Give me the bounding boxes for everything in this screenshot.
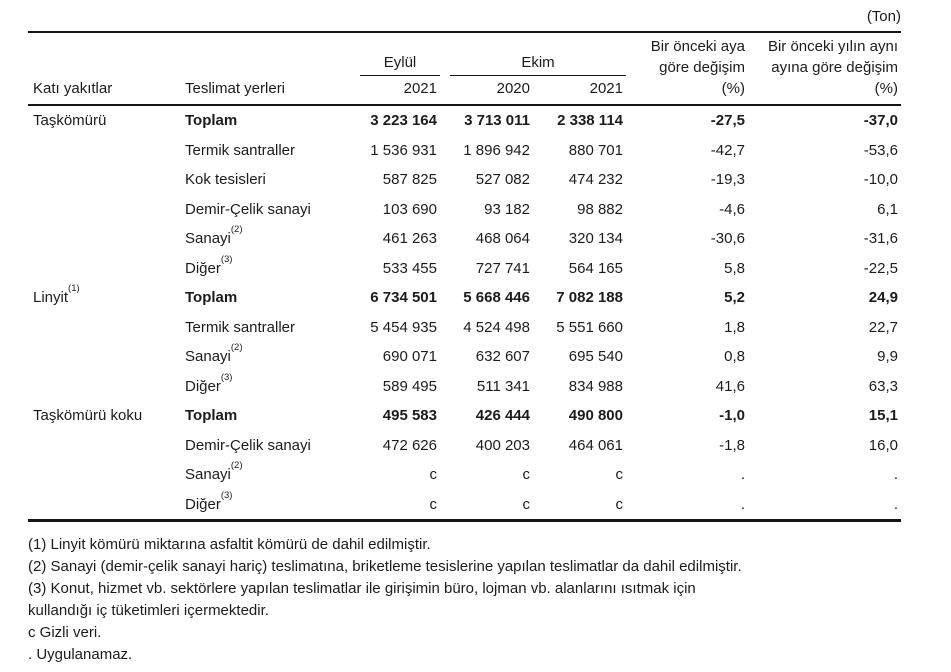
- table-row: [28, 283, 901, 313]
- place-cell: [180, 490, 340, 521]
- column-header-change-prev-year: [748, 32, 901, 105]
- value-eylul-2021: c: [429, 495, 437, 513]
- value-change-prev-month: 1,8: [724, 318, 745, 336]
- value-ekim-2020: 400 203: [475, 436, 530, 454]
- value-ekim-2021: 98 882: [577, 200, 623, 218]
- value-change-prev-year: 9,9: [877, 348, 898, 366]
- value-ekim-2021: 834 988: [568, 377, 623, 395]
- value-change-prev-month: -4,6: [719, 200, 745, 218]
- value-eylul-2021: 103 690: [382, 200, 437, 218]
- change-prev-month-line1: Bir önceki aya: [650, 38, 745, 55]
- column-header-fuel: Katı yakıtlar: [28, 32, 180, 105]
- value-ekim-2020: 426 444: [475, 407, 530, 425]
- table-row: [28, 460, 901, 490]
- table-row: [28, 401, 901, 431]
- table-body: [28, 105, 901, 521]
- value-ekim-2020: 632 607: [475, 348, 530, 366]
- table-header: [28, 32, 901, 105]
- fuel-cell: [28, 342, 180, 372]
- month-header-eylul: [340, 32, 440, 105]
- place-name: Sanayi: [185, 348, 231, 366]
- fuel-name: Linyit: [33, 289, 69, 307]
- place-cell: [180, 401, 340, 431]
- value-ekim-2021: 490 800: [568, 407, 623, 425]
- place-cell: [180, 136, 340, 166]
- fuel-cell: [28, 165, 180, 195]
- value-eylul-2021: 5 454 935: [370, 318, 437, 336]
- value-change-prev-year: .: [893, 466, 898, 484]
- place-footnote-ref: (2): [230, 460, 243, 472]
- place-name: Toplam: [185, 407, 238, 425]
- footnote-line: c Gizli veri.: [28, 624, 102, 641]
- place-name: Demir-Çelik sanayi: [185, 436, 311, 454]
- place-cell: [180, 342, 340, 372]
- value-ekim-2021: c: [615, 466, 623, 484]
- table-row: [28, 224, 901, 254]
- value-ekim-2021: 320 134: [568, 230, 623, 248]
- place-name: Diğer: [185, 377, 221, 395]
- footnote-line: (1) Linyit kömürü miktarına asfaltit kömürü de dahil edilmiştir.: [28, 536, 431, 553]
- footnote-line: kullandığı iç tüketimleri içermektedir.: [28, 602, 269, 619]
- value-change-prev-month: -30,6: [710, 230, 745, 248]
- footnote-line: (2) Sanayi (demir-çelik sanayi hariç) teslimatına, briketleme tesislerine yapılan teslimatlar da dahil edilmiştir.: [28, 558, 742, 575]
- value-ekim-2020: 511 341: [476, 377, 530, 395]
- value-change-prev-year: -37,0: [863, 112, 898, 130]
- place-footnote-ref: (2): [230, 224, 243, 236]
- value-change-prev-year: -22,5: [863, 259, 898, 277]
- solid-fuels-table: [28, 31, 901, 522]
- value-eylul-2021: 533 455: [382, 259, 437, 277]
- place-cell: [180, 105, 340, 136]
- ekim-year-2021-label: 2021: [589, 80, 623, 97]
- value-change-prev-month: 5,2: [724, 289, 745, 307]
- fuel-cell: [28, 195, 180, 225]
- value-eylul-2021: 587 825: [382, 171, 437, 189]
- footnote-line: (3) Konut, hizmet vb. sektörlere yapılan teslimatlar ile girişimin büro, lojman vb. alanlarını ısıtmak için: [28, 580, 696, 597]
- place-footnote-ref: (3): [220, 371, 233, 383]
- value-change-prev-month: -42,7: [710, 141, 745, 159]
- change-prev-year-line2: ayına göre değişim: [771, 59, 898, 76]
- value-ekim-2020: c: [522, 466, 530, 484]
- fuel-cell: [28, 401, 180, 431]
- place-name: Sanayi: [185, 230, 231, 248]
- value-ekim-2021: 695 540: [568, 348, 623, 366]
- fuel-cell: [28, 224, 180, 254]
- value-change-prev-year: -53,6: [863, 141, 898, 159]
- value-eylul-2021: 472 626: [382, 436, 437, 454]
- place-cell: [180, 165, 340, 195]
- table-row: [28, 313, 901, 343]
- value-eylul-2021: 6 734 501: [370, 289, 437, 307]
- table-row: [28, 372, 901, 402]
- value-change-prev-month: 41,6: [715, 377, 745, 395]
- place-name: Diğer: [185, 259, 221, 277]
- value-ekim-2020: 5 668 446: [463, 289, 530, 307]
- ekim-year-2020-label: 2020: [496, 80, 530, 97]
- table-row: [28, 165, 901, 195]
- ekim-label: Ekim: [450, 52, 626, 76]
- value-change-prev-year: .: [893, 495, 898, 513]
- value-ekim-2021: 7 082 188: [556, 289, 623, 307]
- place-cell: [180, 372, 340, 402]
- value-change-prev-month: 0,8: [724, 348, 745, 366]
- table-row: [28, 342, 901, 372]
- fuel-cell: [28, 283, 180, 313]
- place-name: Termik santraller: [185, 318, 296, 336]
- value-change-prev-month: -19,3: [710, 171, 745, 189]
- value-ekim-2020: 527 082: [475, 171, 530, 189]
- eylul-year-label: 2021: [403, 80, 437, 97]
- place-name: Diğer: [185, 495, 221, 513]
- fuel-cell: [28, 254, 180, 284]
- place-cell: [180, 460, 340, 490]
- value-change-prev-month: .: [740, 495, 745, 513]
- place-cell: [180, 224, 340, 254]
- value-ekim-2021: 5 551 660: [556, 318, 623, 336]
- table-row: [28, 490, 901, 521]
- value-ekim-2021: 880 701: [568, 141, 623, 159]
- place-name: Kok tesisleri: [185, 171, 266, 189]
- value-ekim-2020: 727 741: [475, 259, 530, 277]
- fuel-footnote-ref: (1): [68, 283, 80, 295]
- fuel-name: Taşkömürü: [33, 112, 107, 130]
- value-change-prev-month: -1,0: [719, 407, 745, 425]
- place-name: Demir-Çelik sanayi: [185, 200, 311, 218]
- value-change-prev-year: 24,9: [868, 289, 898, 307]
- fuel-cell: [28, 372, 180, 402]
- value-change-prev-year: -31,6: [863, 230, 898, 248]
- value-change-prev-year: 63,3: [868, 377, 898, 395]
- place-cell: [180, 195, 340, 225]
- fuel-cell: [28, 431, 180, 461]
- place-name: Toplam: [185, 289, 238, 307]
- fuel-cell: [28, 490, 180, 521]
- value-eylul-2021: 690 071: [382, 348, 437, 366]
- place-cell: [180, 313, 340, 343]
- month-header-ekim: [440, 32, 626, 105]
- table-row: [28, 254, 901, 284]
- value-change-prev-year: 6,1: [877, 200, 898, 218]
- value-eylul-2021: 495 583: [382, 407, 437, 425]
- fuel-name: Taşkömürü koku: [33, 407, 143, 425]
- place-cell: [180, 254, 340, 284]
- change-prev-month-line2: göre değişim: [659, 59, 745, 76]
- value-ekim-2020: 3 713 011: [464, 112, 530, 130]
- table-row: [28, 136, 901, 166]
- column-header-place: Teslimat yerleri: [180, 32, 340, 105]
- value-eylul-2021: c: [429, 466, 437, 484]
- value-ekim-2021: 564 165: [568, 259, 623, 277]
- place-cell: [180, 283, 340, 313]
- value-ekim-2021: 474 232: [568, 171, 623, 189]
- value-change-prev-month: -27,5: [710, 112, 745, 130]
- value-ekim-2020: 93 182: [484, 200, 530, 218]
- column-header-change-prev-month: [626, 32, 748, 105]
- footnote-line: . Uygulanamaz.: [28, 646, 133, 663]
- change-prev-year-line1: Bir önceki yılın aynı: [767, 38, 898, 55]
- eylul-label: Eylül: [360, 52, 440, 76]
- place-footnote-ref: (3): [220, 489, 233, 501]
- value-ekim-2020: 1 896 942: [463, 141, 530, 159]
- place-footnote-ref: (3): [220, 253, 233, 265]
- footnotes: [28, 534, 901, 666]
- value-change-prev-year: 22,7: [868, 318, 898, 336]
- value-ekim-2020: 4 524 498: [463, 318, 530, 336]
- table-row: [28, 195, 901, 225]
- value-change-prev-year: 16,0: [868, 436, 898, 454]
- value-ekim-2021: 464 061: [568, 436, 623, 454]
- fuel-cell: [28, 136, 180, 166]
- unit-label: (Ton): [866, 8, 901, 25]
- fuel-cell: [28, 460, 180, 490]
- change-prev-month-unit: (%): [721, 80, 745, 97]
- value-ekim-2021: 2 338 114: [557, 112, 623, 130]
- value-ekim-2020: c: [522, 495, 530, 513]
- value-eylul-2021: 3 223 164: [370, 112, 437, 130]
- place-name: Termik santraller: [185, 141, 296, 159]
- table-row: [28, 431, 901, 461]
- value-change-prev-year: 15,1: [868, 407, 898, 425]
- value-eylul-2021: 461 263: [382, 230, 437, 248]
- table-row: [28, 105, 901, 136]
- header-row: [28, 32, 901, 105]
- value-ekim-2020: 468 064: [475, 230, 530, 248]
- value-change-prev-month: 5,8: [724, 259, 745, 277]
- change-prev-year-unit: (%): [874, 80, 898, 97]
- fuel-cell: [28, 105, 180, 136]
- value-change-prev-month: -1,8: [719, 436, 745, 454]
- place-cell: [180, 431, 340, 461]
- value-eylul-2021: 1 536 931: [370, 141, 437, 159]
- place-footnote-ref: (2): [230, 342, 243, 354]
- place-name: Sanayi: [185, 466, 231, 484]
- value-ekim-2021: c: [615, 495, 623, 513]
- value-change-prev-month: .: [740, 466, 745, 484]
- place-name: Toplam: [185, 112, 238, 130]
- fuel-cell: [28, 313, 180, 343]
- value-eylul-2021: 589 495: [382, 377, 437, 395]
- value-change-prev-year: -10,0: [863, 171, 898, 189]
